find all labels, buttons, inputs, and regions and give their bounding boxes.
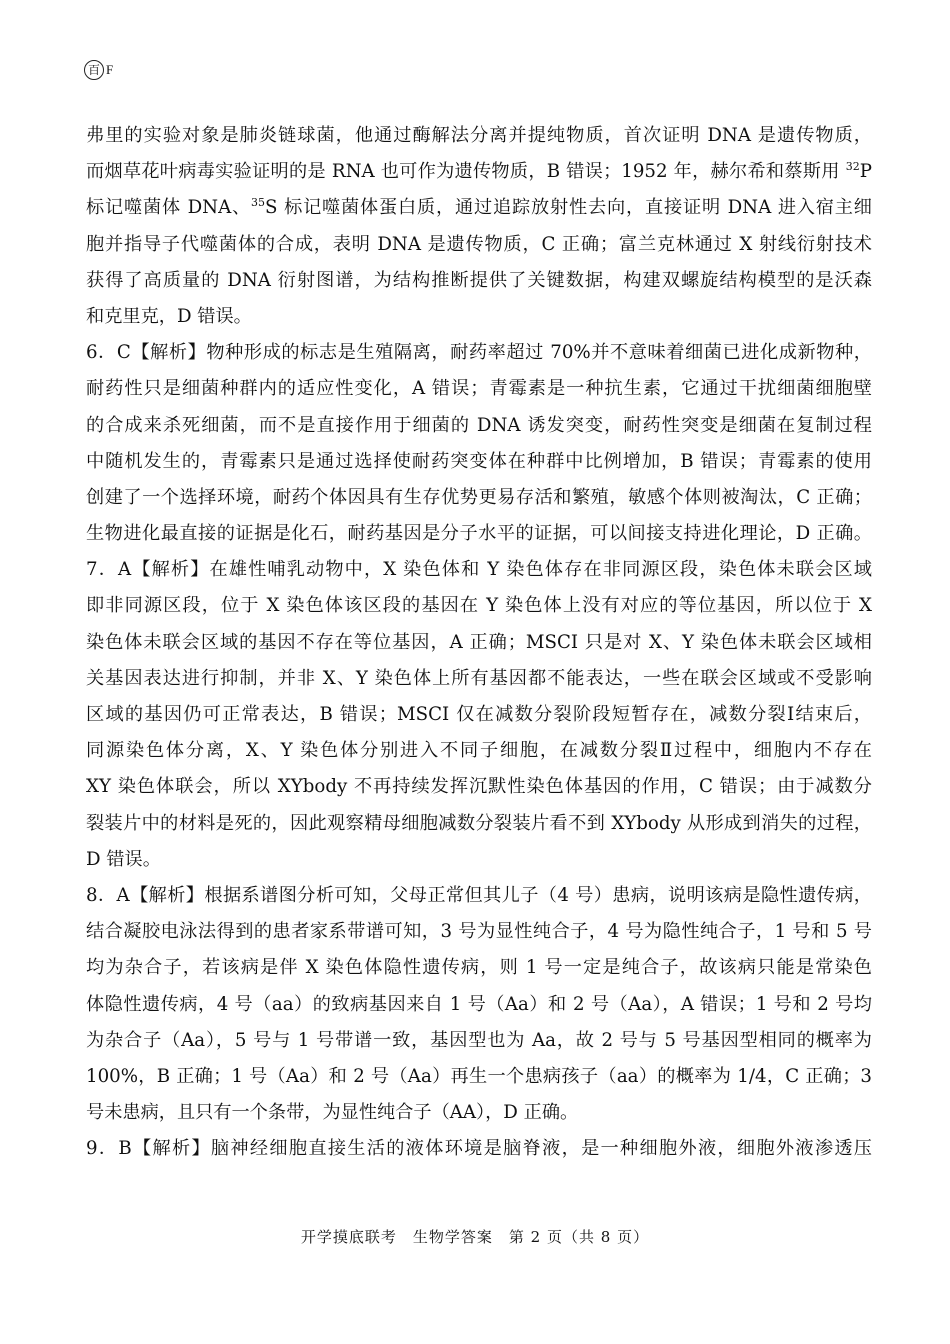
text-line: 而烟草花叶病毒实验证明的是 RNA 也可作为遗传物质，B 错误；1952 年，赫尔希和蔡斯用 $^{32}$P (86, 160, 872, 183)
answer-text (86, 118, 872, 1167)
text-line: 胞并指导子代噬菌体的合成，表明 DNA 是遗传物质，C 正确；富兰克林通过 X 射线衍射技术 (86, 233, 872, 255)
question-9-line: 9．B【解析】脑神经细胞直接生活的液体环境是脑脊液，是一种细胞外液，细胞外液渗透压 (86, 1138, 872, 1160)
text-line: 生物进化最直接的证据是化石，耐药基因是分子水平的证据，可以间接支持进化理论，D 正确。 (86, 523, 872, 545)
text-line: 裂装片中的材料是死的，因此观察精母细胞减数分裂装片看不到 XYbody 从形成到消失的过程， (86, 812, 872, 834)
text-line: 100%，B 正确；1 号（Aa）和 2 号（Aa）再生一个患病孩子（aa）的概率为 1/4，C 正确；3 (86, 1065, 872, 1087)
text-line: 区域的基因仍可正常表达，B 错误；MSCI 仅在减数分裂阶段短暂存在，减数分裂Ⅰ结束后， (86, 704, 872, 725)
logo-letter: F (106, 62, 114, 77)
text-line: D 错误。 (86, 848, 161, 870)
page-footer: 开学摸底联考 生物学答案 第 2 页（共 8 页） (300, 1228, 650, 1246)
text-line: 关基因表达进行抑制，并非 X、Y 染色体上所有基因都不能表达，一些在联会区域或不受影响 (86, 667, 872, 689)
logo-circle-icon: 百 (84, 60, 104, 80)
brand-logo (84, 60, 113, 80)
text-line: 同源染色体分离，X、Y 染色体分别进入不同子细胞，在减数分裂Ⅱ过程中，细胞内不存在 (86, 740, 872, 762)
text-line: 的合成来杀死细菌，而不是直接作用于细菌的 DNA 诱发突变，耐药性突变是细菌在复制过程 (86, 414, 872, 436)
text-line: 号未患病，且只有一个条带，为显性纯合子（AA），D 正确。 (86, 1102, 579, 1124)
question-7-line: 7．A【解析】在雄性哺乳动物中，X 染色体和 Y 染色体存在非同源区段，染色体未联会区域 (86, 559, 872, 581)
text-line: 染色体未联会区域的基因不存在等位基因，A 正确；MSCI 只是对 X、Y 染色体未联会区域相 (86, 631, 872, 653)
text-line: 均为杂合子，若该病是伴 X 染色体隐性遗传病，则 1 号一定是纯合子，故该病只能是常染色 (86, 957, 872, 979)
question-6-line: 6．C【解析】物种形成的标志是生殖隔离，耐药率超过 70%并不意味着细菌已进化成新物种， (86, 342, 872, 364)
text-line: 标记噬菌体 DNA、$^{35}$S 标记噬菌体蛋白质，通过追踪放射性去向，直接证明 DNA 进入宿主细 (86, 196, 872, 219)
text-line: 弗里的实验对象是肺炎链球菌，他通过酶解法分离并提纯物质，首次证明 DNA 是遗传物质， (86, 125, 872, 146)
text-line: 结合凝胶电泳法得到的患者家系带谱可知，3 号为显性纯合子，4 号为隐性纯合子，1 号和 5 号 (86, 921, 872, 943)
question-8-line: 8．A【解析】根据系谱图分析可知，父母正常但其儿子（4 号）患病，说明该病是隐性遗传病， (86, 884, 872, 906)
text-line: 即非同源区段，位于 X 染色体该区段的基因在 Y 染色体上没有对应的等位基因，所以位于 X (86, 595, 872, 617)
text-line: 体隐性遗传病，4 号（aa）的致病基因来自 1 号（Aa）和 2 号（Aa），A 错误；1 号和 2 号均 (86, 993, 872, 1015)
text-line: 为杂合子（Aa），5 号与 1 号带谱一致，基因型也为 Aa，故 2 号与 5 号基因型相同的概率为 (86, 1029, 872, 1051)
text-line: 创建了一个选择环境，耐药个体因具有生存优势更易存活和繁殖，敏感个体则被淘汰，C 正确； (86, 486, 872, 508)
text-line: XY 染色体联会，所以 XYbody 不再持续发挥沉默性染色体基因的作用，C 错误；由于减数分 (86, 776, 872, 798)
text-line: 和克里克，D 错误。 (86, 305, 252, 327)
text-line: 中随机发生的，青霉素只是通过选择使耐药突变体在种群中比例增加，B 错误；青霉素的使用 (86, 450, 872, 472)
text-line: 获得了高质量的 DNA 衍射图谱，为结构推断提供了关键数据，构建双螺旋结构模型的是沃森 (86, 269, 872, 291)
text-line: 耐药性只是细菌种群内的适应性变化，A 错误；青霉素是一种抗生素，它通过干扰细菌细胞壁 (86, 378, 872, 400)
